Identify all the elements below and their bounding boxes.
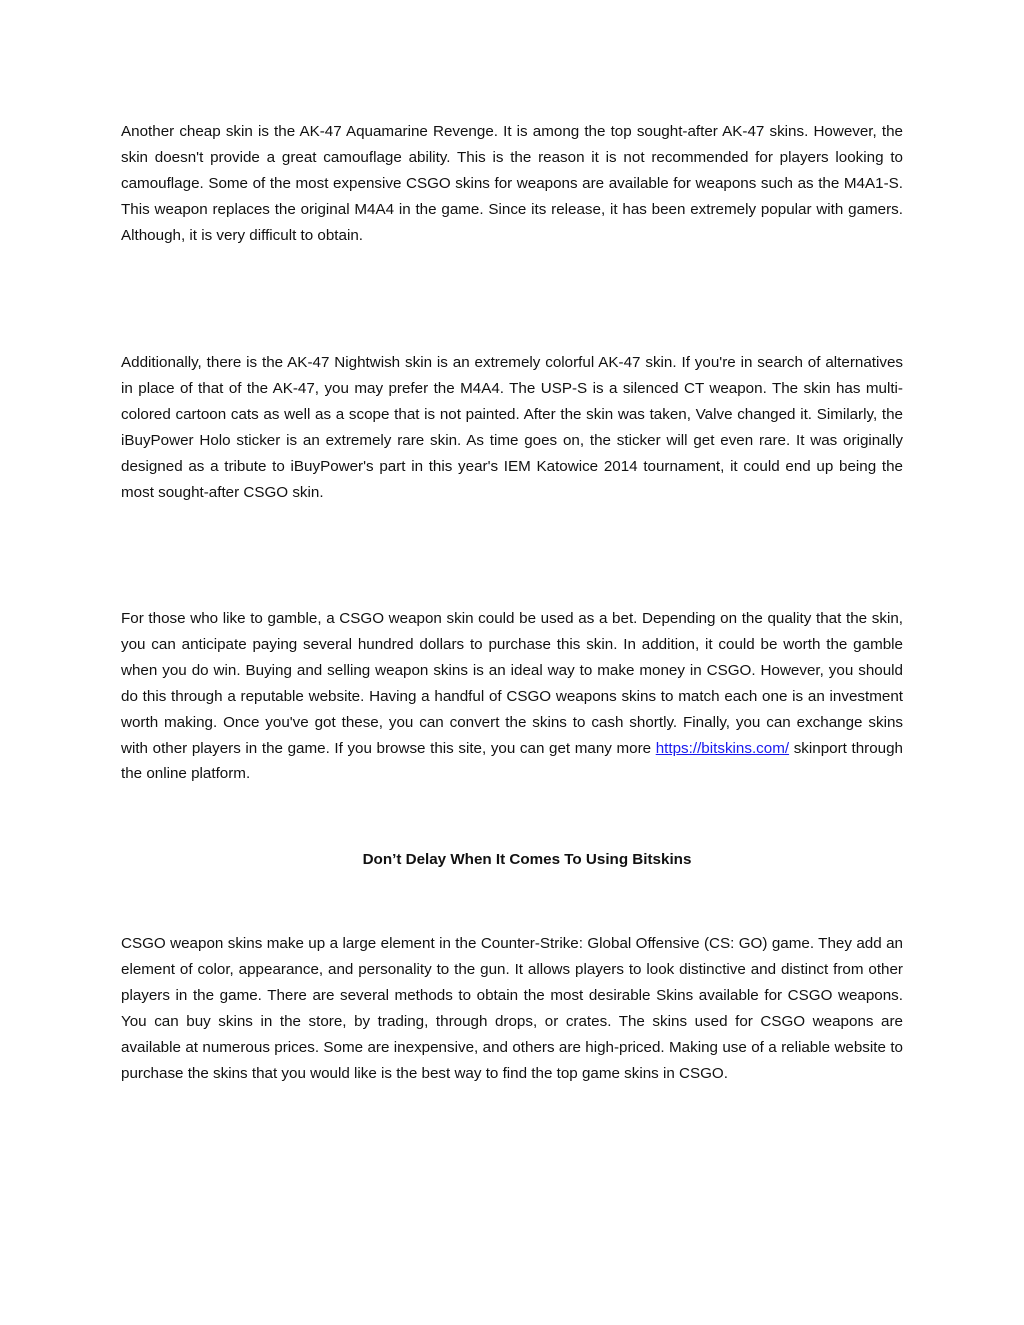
- paragraph-nightwish: Additionally, there is the AK-47 Nightwish skin is an extremely colorful AK-47 skin. If you're in search of alternatives in place of that of the AK-47, you may prefer the M4A4. The USP-S is a silenced CT weapon. The skin has multi-colored cartoon cats as well as a scope that is not painted. After the skin was taken, Valve changed it. Similarly, the iBuyPower Holo sticker is an extremely rare skin. As time goes on, the sticker will get even rare. It was originally designed as a tribute to iBuyPower's part in this year's IEM Katowice 2014 tournament, it could end up being the most sought-after CSGO skin.: [121, 354, 903, 501]
- paragraph-weapon-skins: CSGO weapon skins make up a large element in the Counter-Strike: Global Offensive (CS: GO) game. They add an element of color, appearance, and personality to the gun. It allows players to look distinctive and distinct from other players in the game. There are several methods to obtain the most desirable Skins available for CSGO weapons. You can buy skins in the store, by trading, through drops, or crates. The skins used for CSGO weapons are available at numerous prices. Some are inexpensive, and others are high-priced. Making use of a reliable website to purchase the skins that you would like is the best way to find the top game skins in CSGO.: [121, 935, 903, 1082]
- paragraph-gamble: [121, 606, 903, 787]
- paragraph-gamble-text: For those who like to gamble, a CSGO weapon skin could be used as a bet. Depending on the quality that the skin, you can anticipate paying several hundred dollars to purchase this skin. In addition, it could be worth the gamble when you do win. Buying and selling weapon skins is an ideal way to make money in CSGO. However, you should do this through a reputable website. Having a handful of CSGO weapons skins to match each one is an investment worth making. Once you've got these, you can convert the skins to cash shortly. Finally, you can exchange skins with other players in the game. If you browse this site, you can get many more: [121, 610, 903, 757]
- section-heading: Don’t Delay When It Comes To Using Bitskins: [362, 851, 692, 868]
- paragraph-gamble-text-end: skinport through the online platform.: [121, 739, 903, 783]
- bitskins-link[interactable]: https://bitskins.com/: [655, 739, 790, 757]
- paragraph-aquamarine-revenge: Another cheap skin is the AK-47 Aquamarine Revenge. It is among the top sought-after AK-47 skins. However, the skin doesn't provide a great camouflage ability. This is the reason it is not recommended for players looking to camouflage. Some of the most expensive CSGO skins for weapons are available for weapons such as the M4A1-S. This weapon replaces the original M4A4 in the game. Since its release, it has been extremely popular with gamers. Although, it is very difficult to obtain.: [121, 123, 903, 244]
